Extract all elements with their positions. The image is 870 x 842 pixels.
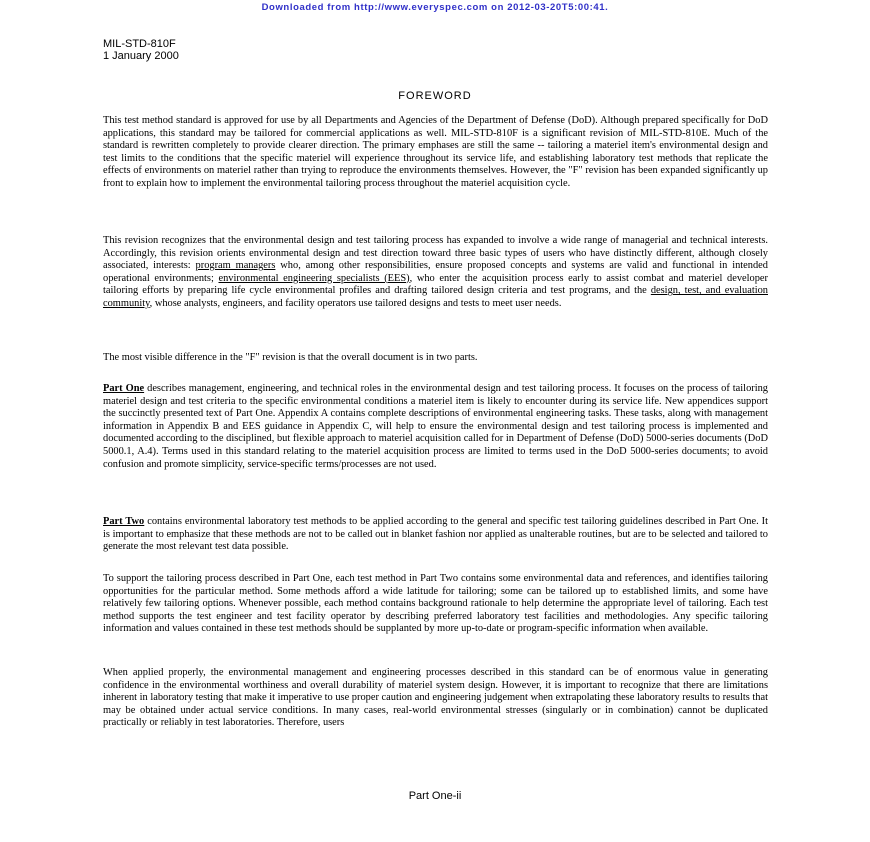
users-text-d: , whose analysts, engineers, and facility operators use tailored designs and tests to meet user needs. <box>149 297 562 309</box>
paragraph-two-parts: The most visible difference in the "F" revision is that the overall document is in two parts. <box>103 352 478 363</box>
users-ees: environmental engineering specialists (EES) <box>218 272 410 284</box>
users-text-b: who, among other responsibilities, ensure proposed concepts and systems are valid and functional in intended operational environments; <box>103 260 768 284</box>
paragraph-limitations: When applied properly, the environmental management and engineering processes described in this standard can be of enormous value in generating confidence in the environmental worthiness and overall durability of materiel system design. However, it is important to recognize that there are limitations inherent in laboratory testing that make it imperative to use proper caution and engineering judgement when extrapolating these laboratory results to results that may be obtained under actual service conditions. In many cases, real-world environmental stresses (singularly or in combination) cannot be duplicated practically or reliably in test laboratories. Therefore, users <box>103 667 768 729</box>
page-title: FOREWORD <box>398 90 472 102</box>
document-date: 1 January 2000 <box>103 50 179 62</box>
document-header <box>103 38 179 62</box>
part-one-text: describes management, engineering, and technical roles in the environmental design and test tailoring process. It focuses on the process of tailoring materiel design and test criteria to the specific environmental conditions a materiel item is likely to encounter during its service life. New appendices support the succinctly presented text of Part One. Appendix A contains complete descriptions of environmental engineering tasks. These tasks, along with management information in Appendix B and EES guidance in Appendix C, will help to ensure the environmental design and test tailoring process is implemented and documented according to the disciplined, but flexible approach to materiel acquisition called for in Department of Defense (DoD) 5000-series documents (DoD 5000.1, A.4). Terms used in this standard relating to the materiel acquisition process are limited to terms used in the DoD 5000-series documents; to avoid confusion and promote simplicity, service-specific terms/processes are not used. <box>103 383 769 470</box>
part-one-label: Part One <box>103 383 145 394</box>
users-program-managers: program managers <box>195 260 276 272</box>
paragraph-intro: This test method standard is approved for use by all Departments and Agencies of the Department of Defense (DoD). Although prepared specifically for DoD applications, this standard may be tailored for commercial applications as well. MIL-STD-810F is a significant revision of MIL-STD-810E. Much of the standard is rewritten completely to provide clearer direction. The primary emphases are still the same -- tailoring a materiel item's environmental design and test limits to the conditions that the specific materiel will experience throughout its service life, and establishing laboratory test methods that replicate the effects of environments on materiel rather than trying to reproduce the environments themselves. However, the "F" revision has been expanded significantly up front to explain how to implement the environmental tailoring process throughout the materiel acquisition cycle. <box>103 115 768 189</box>
users-text-a: This revision recognizes that the environmental design and test tailoring process has expanded to involve a wide range of managerial and technical interests. Accordingly, this revision orients environmental design and test direction toward three basic types of users who have distinctly different, although closely associated, interests: <box>103 235 768 272</box>
paragraph-users <box>103 235 768 311</box>
users-text-c: , who enter the acquisition process early to assist combat and materiel developer tailoring efforts by preparing life cycle environmental profiles and drafting tailored design criteria and test programs, and the <box>103 272 768 297</box>
paragraph-part-two <box>103 516 768 554</box>
download-notice: Downloaded from http://www.everyspec.com on 2012-03-20T5:00:41. <box>261 2 609 13</box>
part-two-text: contains environmental laboratory test methods to be applied according to the general and specific test tailoring guidelines described in Part One. It is important to emphasize that these methods are not to be called out in blanket fashion nor applied as unalterable routines, but are to be selected and tailored to generate the most relevant test data possible. <box>103 516 768 553</box>
paragraph-tailoring-support: To support the tailoring process described in Part One, each test method in Part Two contains some environmental data and references, and identifies tailoring opportunities for the particular method. Some methods afford a wide latitude for tailoring; some can be tailored up to established limits, and some have relatively few tailoring options. Whenever possible, each method contains background rationale to help determine the appropriate level of tailoring. Each test method supports the test engineer and test facility operator by describing preferred laboratory test facilities and methodologies. Any specific tailoring information and values contained in these test methods should be supplanted by more up-to-date or program-specific information when available. <box>103 573 768 635</box>
users-dte-community: design, test, and evaluation community <box>103 285 768 309</box>
page-footer: Part One-ii <box>408 790 462 802</box>
paragraph-part-one <box>103 383 768 471</box>
part-two-label: Part Two <box>103 516 145 527</box>
document-id: MIL-STD-810F <box>103 38 176 50</box>
